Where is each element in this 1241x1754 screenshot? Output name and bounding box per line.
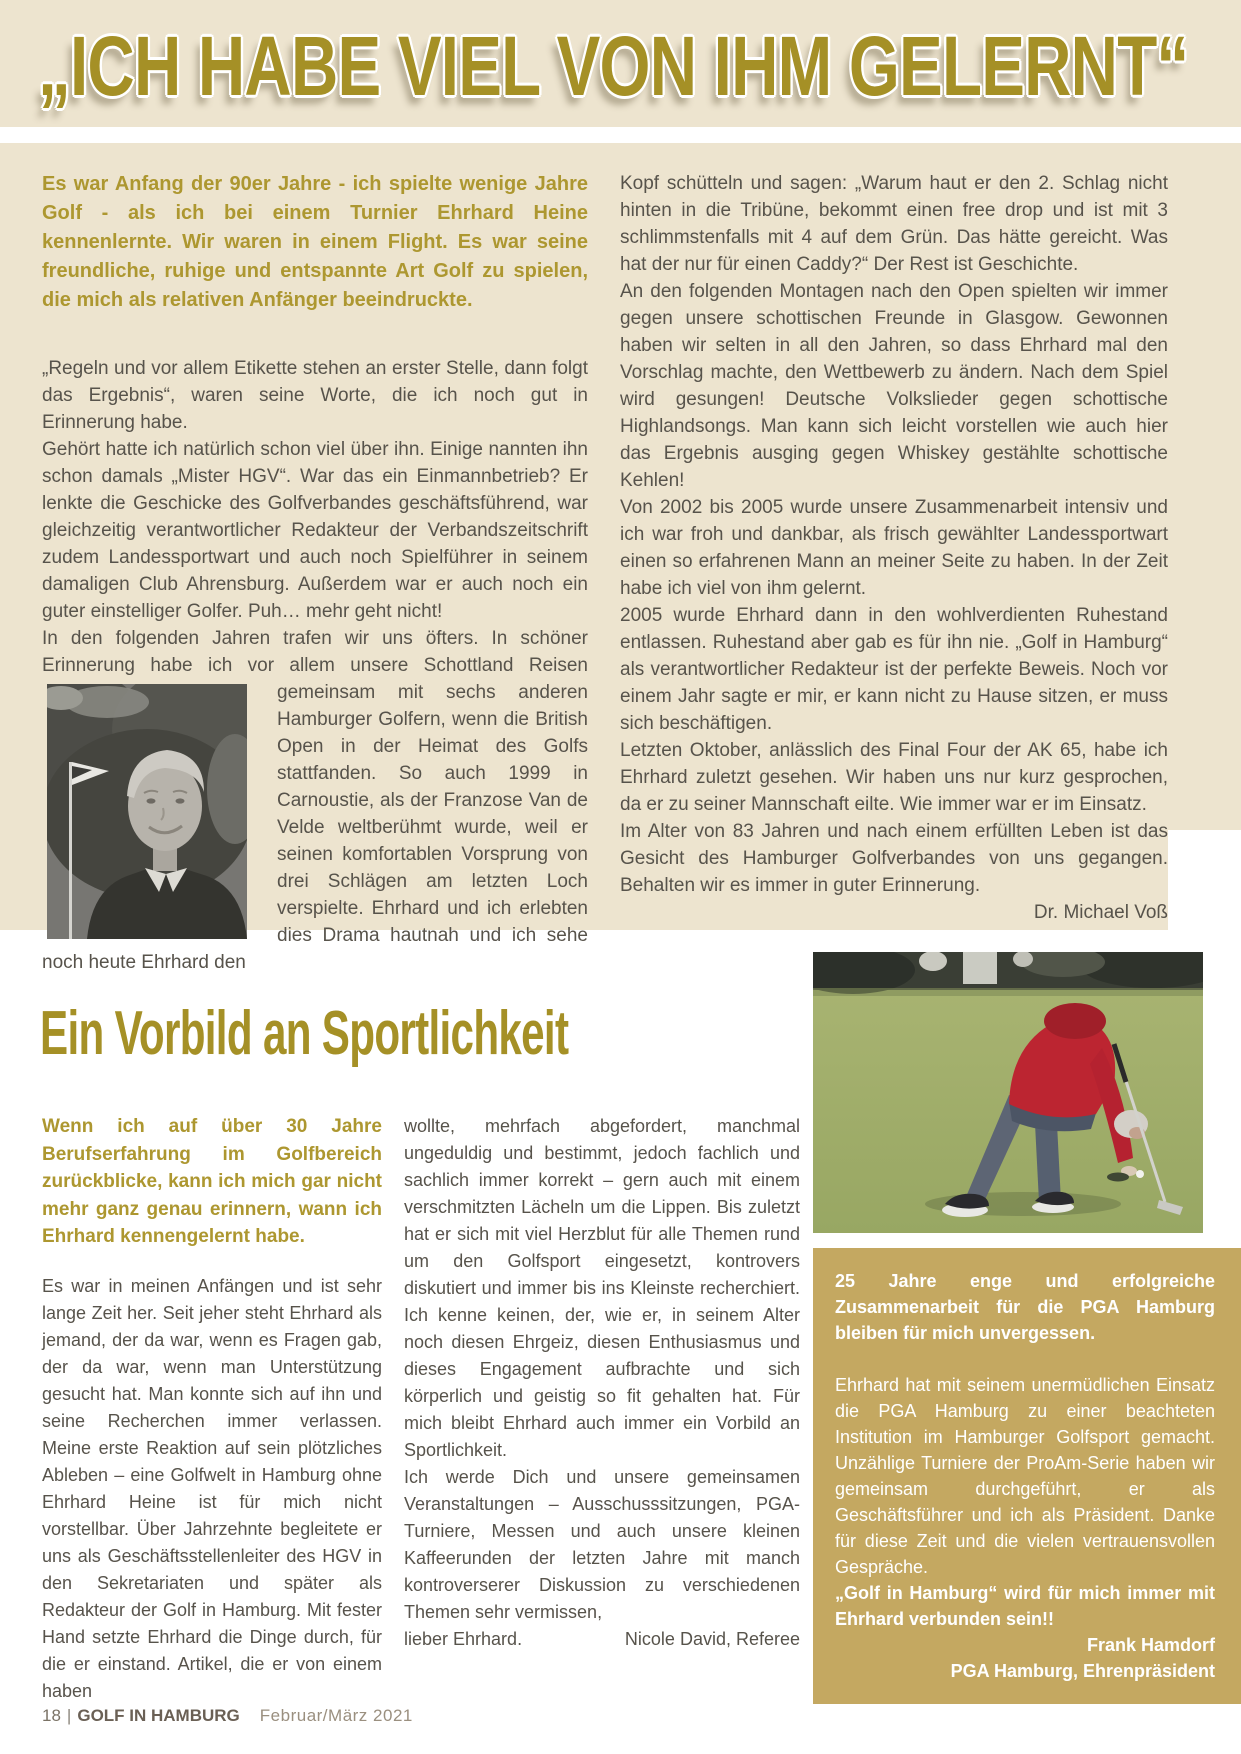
closing-text: lieber Ehrhard. bbox=[404, 1629, 523, 1649]
author-signature: Nicole David, Referee bbox=[624, 1629, 800, 1649]
article2-middle-column bbox=[404, 1113, 800, 1705]
paragraph-text: mit sechs anderen Hamburger Golfern, wenn die British Open in der Heimat des Golfs stattfanden. So auch 1999 in Carnoustie, als der Franzose Van de Velde weltberühmt wurde, weil er seinen komfortablen Vorsprung von drei Schlägen am letzten Loch verspielte. Ehrhard und ich erlebten dies Drama hautnah und ich sehe noch heute Ehrhard den bbox=[42, 682, 589, 973]
portrait-photo-illustration bbox=[47, 684, 247, 939]
paragraph: 2005 wurde Ehrhard dann in den wohlverdienten Ruhestand entlassen. Ruhestand aber gab es für ihn nie. „Golf in Hamburg“ als verantwortlicher Redakteur ist der perfekte Beweis. Noch vor einem Jahr sagte er mir, er kann nicht zu Hause sitzen, er muss sich beschäftigen. bbox=[620, 605, 1168, 734]
page-number: 18 bbox=[42, 1706, 61, 1725]
portrait-photo bbox=[47, 684, 247, 939]
page-footer bbox=[42, 1706, 413, 1726]
paragraph: Gehört hatte ich natürlich schon viel über ihn. Einige nannten ihn schon damals „Mister HGV“. War das ein Einmannbetrieb? Er lenkte die Geschicke des Golfverbandes geschäftsführend, war gleichzeitig verantwortlicher Redakteur der Verbandszeitschrift zudem Landessportwart und auch noch Spielführer in seinem damaligen Club Ahrensburg. Außerdem war er auch noch ein guter einstelliger Golfer. Puh… mehr geht nicht! bbox=[42, 439, 588, 622]
headline-secondary: Ein Vorbild an Sportlichkeit bbox=[40, 999, 569, 1068]
paragraph: „Regeln und vor allem Etikette stehen an erster Stelle, dann folgt das Ergebnis“, waren seine Worte, die ich noch gut in Erinnerung habe. bbox=[42, 358, 588, 433]
paragraph: An den folgenden Montagen nach den Open spielten wir immer gegen unsere schottischen Freunde in Glasgow. Gewonnen haben wir selten in all den Jahren, so dass Ehrhard mal den Vorschlag machte, den Wettbewerb zu ändern. Nach dem Spiel wird gesungen! Deutsche Volkslieder gegen schottische Highlandsongs. Man kann sich leicht vorstellen wie auch hier das Ergebnis ausging gegen Whiskey gestählte schottische Kehlen! bbox=[620, 281, 1168, 491]
tribute-signature-name: Frank Hamdorf bbox=[1086, 1635, 1215, 1655]
paragraph: Im Alter von 83 Jahren und nach einem erfüllten Leben ist das Gesicht des Hamburger Golfverbandes von uns gegangen. Behalten wir es immer in guter Erinnerung. bbox=[620, 821, 1168, 896]
headline-main: „ICH HABE VIEL VON IHM GELERNT“ bbox=[38, 19, 1189, 113]
article1-columns bbox=[42, 170, 1168, 976]
tribute-signature-title: PGA Hamburg, Ehrenpräsident bbox=[950, 1661, 1215, 1681]
paragraph: Letzten Oktober, anlässlich des Final Four der AK 65, habe ich Ehrhard zuletzt gesehen. Wir haben uns nur kurz gesprochen, da er zu seiner Mannschaft eilte. Wie immer war er im Einsatz. bbox=[620, 740, 1168, 815]
article2-left-column bbox=[42, 1113, 382, 1705]
article2-lede: Wenn ich auf über 30 Jahre Berufserfahrung im Golfbereich zurückblicke, kann ich mich gar nicht mehr ganz genau erinnern, wann ich Ehrhard kennengelernt habe. bbox=[42, 1116, 382, 1247]
tribute-body: Ehrhard hat mit seinem unermüdlichen Einsatz die PGA Hamburg zu einer beachteten Institution im Hamburger Golfsport gemacht. Unzählige Turniere der ProAm-Serie haben wir gemeinsam durchgeführt, er als Geschäftsführer und ich als Präsident. Danke für diese Zeit und die vielen vertrauensvollen Gespräche. bbox=[835, 1375, 1215, 1577]
putting-photo-illustration bbox=[813, 952, 1203, 1233]
article2-columns bbox=[42, 1113, 802, 1705]
paragraph: Es war in meinen Anfängen und ist sehr lange Zeit her. Seit jeher steht Ehrhard als jemand, der da war, wenn es Fragen gab, der da war, wenn man Unterstützung gesucht hat. Man konnte sich auf ihn und seine Recherchen immer verlassen. Meine erste Reaktion auf sein plötzliches Ableben – eine Golfwelt in Hamburg ohne Ehrhard Heine ist für mich nicht vorstellbar. Über Jahrzehnte begleitete er uns als Geschäftsstellenleiter des HGV in den Sekretariaten und später als Redakteur der Golf in Hamburg. Mit fester Hand setzte Ehrhard die Dinge durch, für die er einstand. Artikel, die er von einem haben bbox=[42, 1275, 382, 1701]
magazine-title: GOLF IN HAMBURG bbox=[77, 1706, 240, 1725]
paragraph: Ich werde Dich und unsere gemeinsamen Veranstaltungen – Ausschusssitzungen, PGA-Turniere, Messen und auch unsere kleinen Kaffeerunden der letzten Jahre mit manch kontroverserer Diskussion zu verschiedenen Themen sehr vermissen, bbox=[404, 1467, 800, 1622]
paragraph-text: In den folgenden Jahren trafen wir uns öfters. In schöner Erinnerung habe ich vor allem unsere Schottland Reisen gemeinsam bbox=[42, 628, 588, 703]
footer-separator: | bbox=[66, 1706, 72, 1725]
tribute-box bbox=[813, 1248, 1241, 1704]
paragraph: wollte, mehrfach abgefordert, manchmal ungeduldig und bestimmt, jedoch fachlich und sachlich immer korrekt – gern auch mit einem verschmitzten Lächeln um die Lippen. Bis zuletzt hat er sich mit viel Herzblut für alle Themen rund um den Golfsport eingesetzt, kontrovers diskutiert und immer bis ins Kleinste recherchiert. Ich kenne keinen, der, wie er, in seinem Alter noch diesen Ehrgeiz, diesen Enthusiasmus und dieses Engagement aufbrachte und sich körperlich und geistig so fit gehalten hat. Für mich bleibt Ehrhard auch immer ein Vorbild an Sportlichkeit. bbox=[404, 1116, 800, 1460]
paragraph: Von 2002 bis 2005 wurde unsere Zusammenarbeit intensiv und ich war froh und dankbar, als frisch gewählter Landessportwart einen so erfahrenen Mann an meiner Seite zu haben. In der Zeit habe ich viel von ihm gelernt. bbox=[620, 497, 1168, 599]
article1-right-column bbox=[620, 170, 1168, 976]
tribute-quote: „Golf in Hamburg“ wird für mich immer mit Ehrhard verbunden sein!! bbox=[835, 1583, 1215, 1629]
article1-lede: Es war Anfang der 90er Jahre - ich spielte wenige Jahre Golf - als ich bei einem Turnier Ehrhard Heine kennenlernte. Wir waren in einem Flight. Es war seine freundliche, ruhige und entspannte Art Golf zu spielen, die mich als relativen Anfänger beeindruckte. bbox=[42, 173, 588, 311]
issue-date: Februar/März 2021 bbox=[259, 1706, 413, 1725]
closing-line bbox=[404, 1626, 800, 1653]
paragraph-with-photo bbox=[42, 625, 588, 976]
tribute-lede: 25 Jahre enge und erfolgreiche Zusammenarbeit für die PGA Hamburg bleiben für mich unvergessen. bbox=[835, 1271, 1215, 1343]
paragraph: Kopf schütteln und sagen: „Warum haut er den 2. Schlag nicht hinten in die Tribüne, bekommt einen free drop und ist mit 3 schlimmstenfalls mit 4 auf dem Grün. Das hätte gereicht. Was hat der nur für einen Caddy?“ Der Rest ist Geschichte. bbox=[620, 173, 1168, 275]
white-margin-notch bbox=[1168, 830, 1241, 930]
article1-left-column bbox=[42, 170, 588, 976]
author-signature: Dr. Michael Voß bbox=[1033, 902, 1168, 923]
putting-photo bbox=[813, 952, 1203, 1233]
